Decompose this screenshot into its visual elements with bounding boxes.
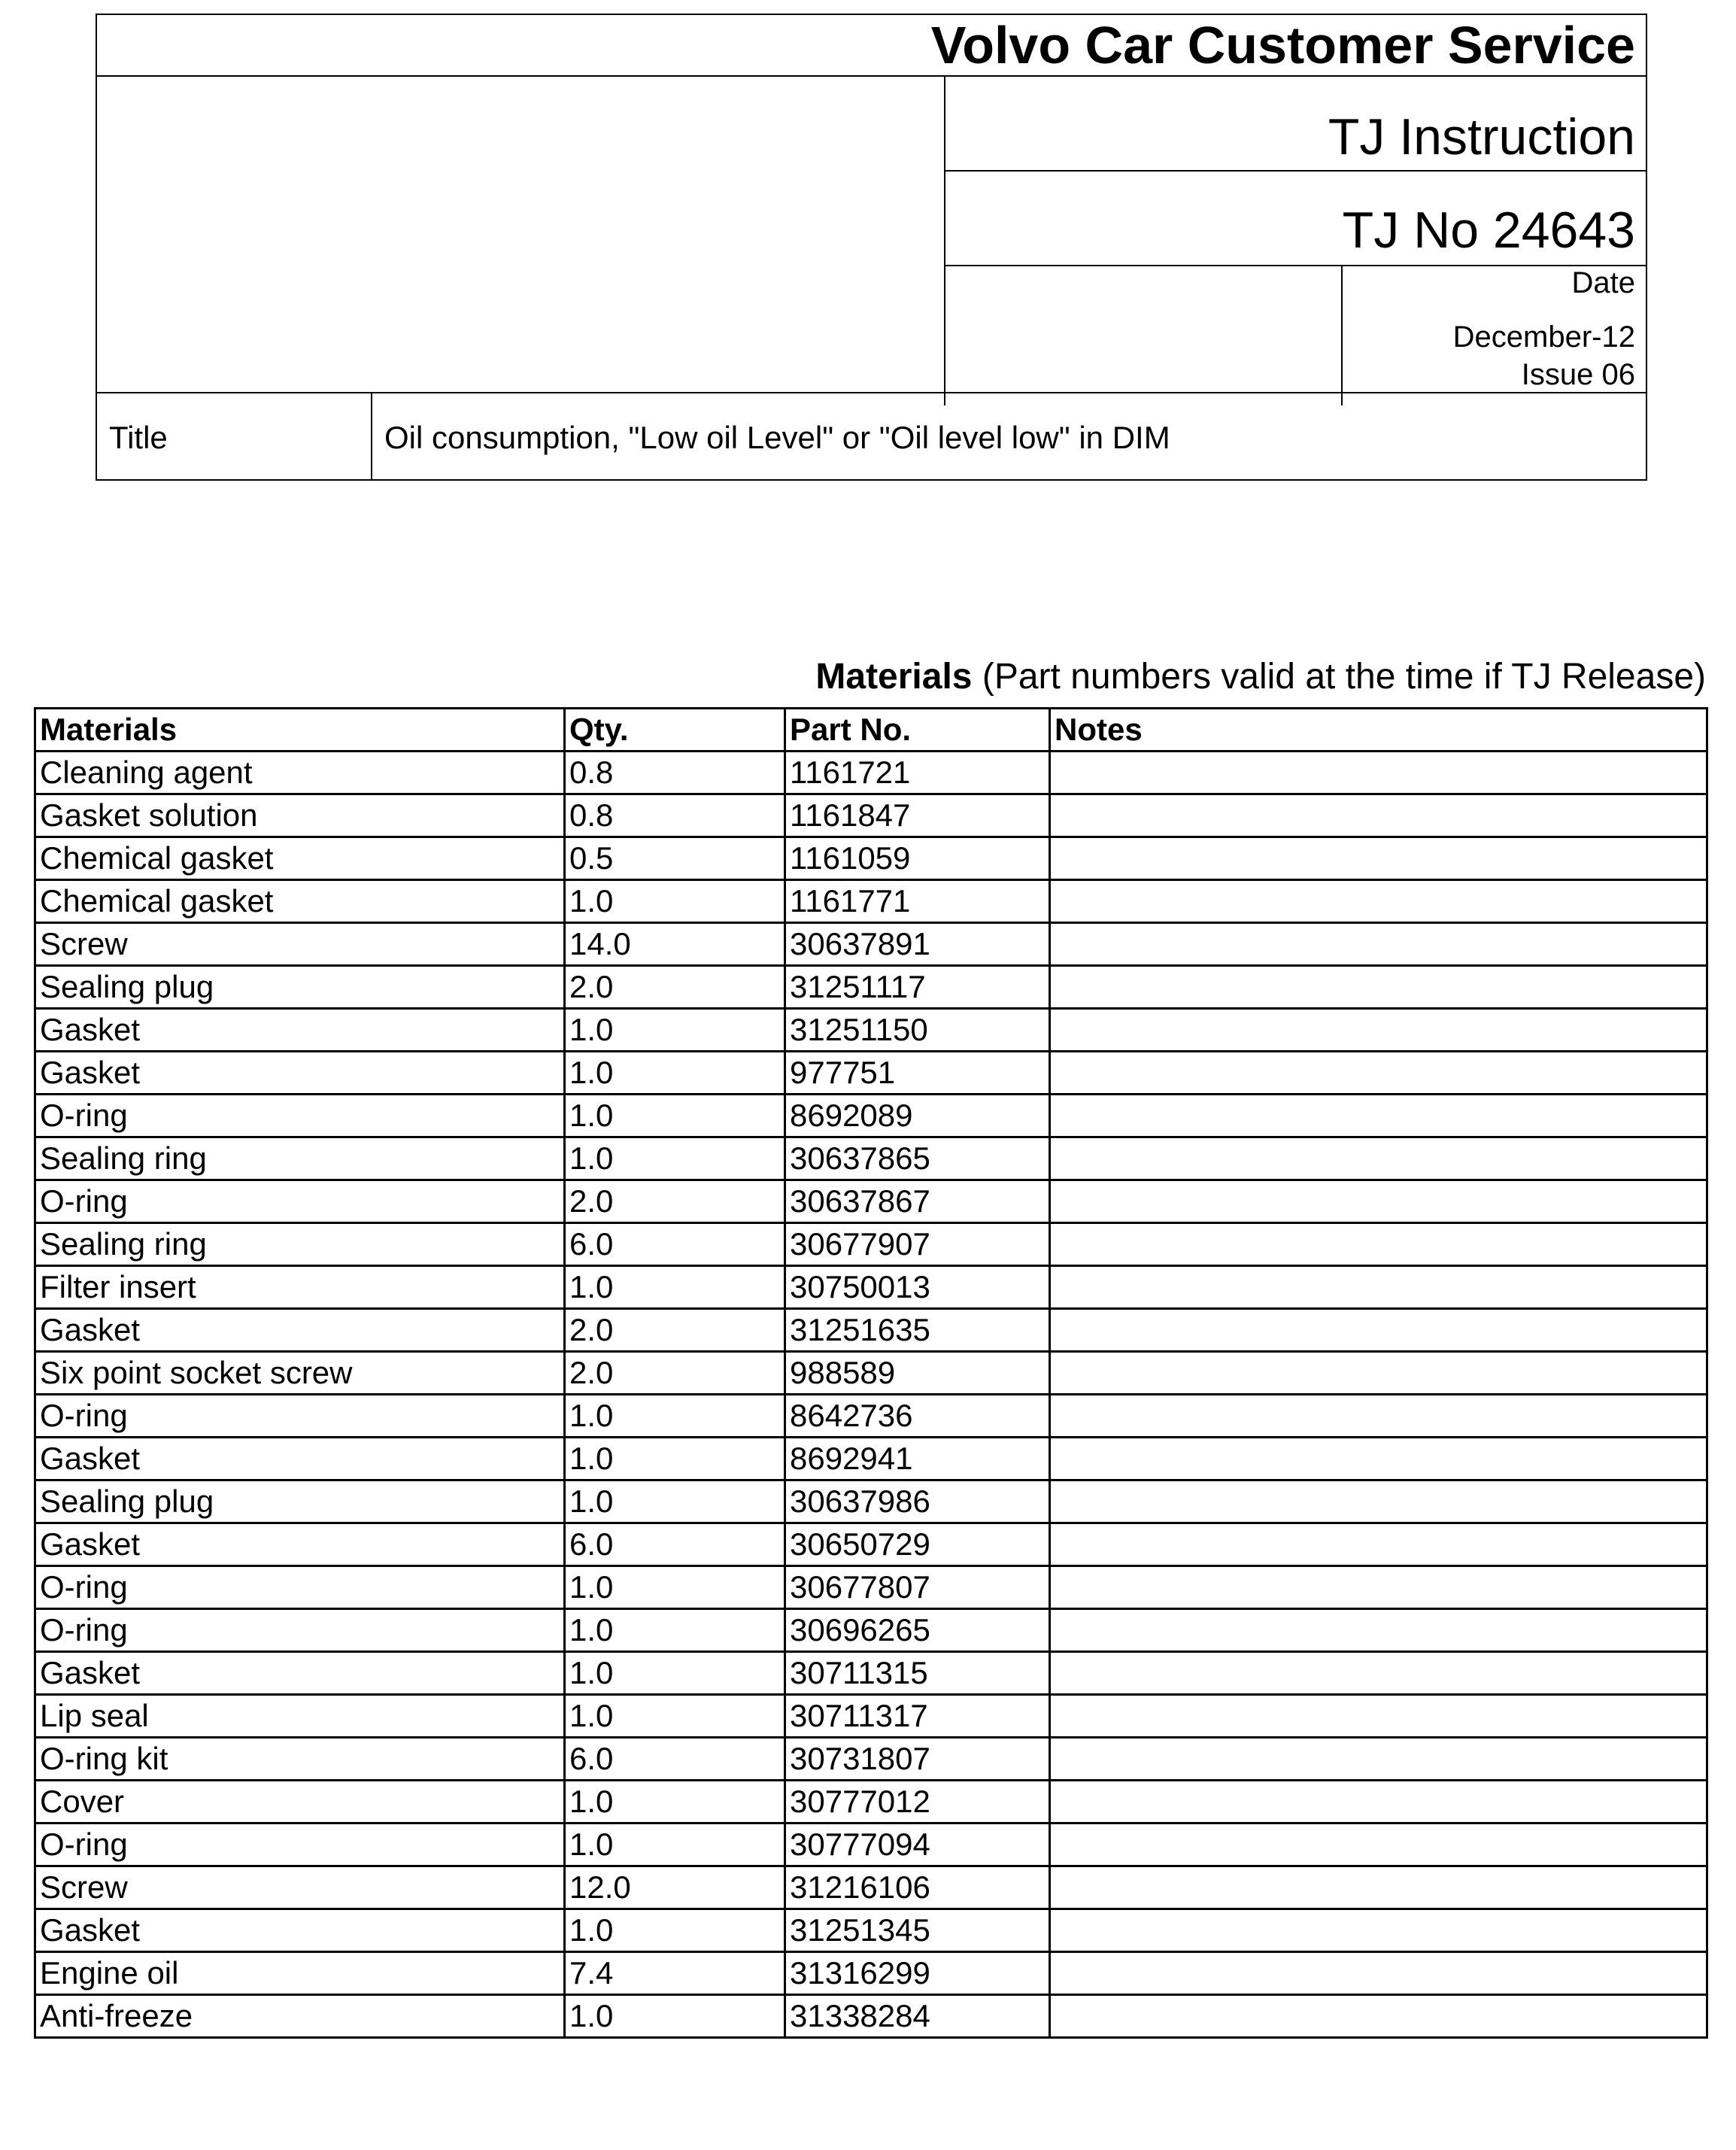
- quantity-cell: 1.0: [565, 1824, 785, 1866]
- table-row: [35, 1180, 1707, 1223]
- material-name-cell: Screw: [35, 1866, 565, 1909]
- table-row: [35, 1052, 1707, 1095]
- table-row: [35, 1009, 1707, 1052]
- table-row: [35, 1738, 1707, 1781]
- quantity-cell: 2.0: [565, 1352, 785, 1395]
- material-name-cell: Gasket: [35, 1009, 565, 1052]
- quantity-cell: 1.0: [565, 1652, 785, 1695]
- material-name-cell: Lip seal: [35, 1695, 565, 1738]
- material-name-cell: Gasket: [35, 1438, 565, 1480]
- notes-cell: [1050, 1995, 1707, 2038]
- material-name-cell: O-ring: [35, 1566, 565, 1609]
- part-number-cell: 30637986: [785, 1480, 1050, 1523]
- quantity-cell: 1.0: [565, 1052, 785, 1095]
- part-number-cell: 31251150: [785, 1009, 1050, 1052]
- notes-cell: [1050, 1223, 1707, 1266]
- table-row: [35, 1824, 1707, 1866]
- header-divider-date: [1341, 265, 1343, 405]
- date-value: December-12: [1452, 320, 1635, 354]
- material-name-cell: Engine oil: [35, 1952, 565, 1995]
- notes-cell: [1050, 1609, 1707, 1652]
- quantity-cell: 1.0: [565, 1909, 785, 1952]
- column-header-qty: Qty.: [565, 709, 785, 752]
- material-name-cell: Gasket: [35, 1523, 565, 1566]
- quantity-cell: 6.0: [565, 1738, 785, 1781]
- title-label: Title: [109, 420, 168, 455]
- part-number-cell: 30637865: [785, 1137, 1050, 1180]
- material-name-cell: Sealing plug: [35, 1480, 565, 1523]
- quantity-cell: 2.0: [565, 1309, 785, 1352]
- quantity-cell: 12.0: [565, 1866, 785, 1909]
- part-number-cell: 30677907: [785, 1223, 1050, 1266]
- material-name-cell: Screw: [35, 923, 565, 966]
- table-row: [35, 1095, 1707, 1137]
- part-number-cell: 30711317: [785, 1695, 1050, 1738]
- notes-cell: [1050, 1866, 1707, 1909]
- table-row: [35, 1480, 1707, 1523]
- table-row: [35, 1266, 1707, 1309]
- material-name-cell: Gasket: [35, 1052, 565, 1095]
- material-name-cell: O-ring: [35, 1095, 565, 1137]
- part-number-cell: 977751: [785, 1052, 1050, 1095]
- notes-cell: [1050, 1781, 1707, 1824]
- table-row: [35, 1781, 1707, 1824]
- material-name-cell: Gasket: [35, 1652, 565, 1695]
- quantity-cell: 7.4: [565, 1952, 785, 1995]
- part-number-cell: 1161059: [785, 837, 1050, 880]
- materials-heading-bold: Materials: [815, 657, 973, 697]
- material-name-cell: O-ring: [35, 1824, 565, 1866]
- notes-cell: [1050, 923, 1707, 966]
- notes-cell: [1050, 1309, 1707, 1352]
- table-row: [35, 880, 1707, 923]
- quantity-cell: 6.0: [565, 1523, 785, 1566]
- quantity-cell: 1.0: [565, 1695, 785, 1738]
- issue-number: Issue 06: [1521, 358, 1635, 391]
- notes-cell: [1050, 1009, 1707, 1052]
- table-row: [35, 1995, 1707, 2038]
- quantity-cell: 14.0: [565, 923, 785, 966]
- part-number-cell: 30650729: [785, 1523, 1050, 1566]
- notes-cell: [1050, 1480, 1707, 1523]
- quantity-cell: 1.0: [565, 1009, 785, 1052]
- header-divider-title-label: [371, 392, 372, 481]
- date-label: Date: [1571, 266, 1635, 299]
- material-name-cell: Gasket solution: [35, 794, 565, 837]
- quantity-cell: 1.0: [565, 1781, 785, 1824]
- notes-cell: [1050, 837, 1707, 880]
- notes-cell: [1050, 1952, 1707, 1995]
- material-name-cell: Cleaning agent: [35, 752, 565, 794]
- quantity-cell: 1.0: [565, 1266, 785, 1309]
- notes-cell: [1050, 1395, 1707, 1438]
- table-header-row: [35, 709, 1707, 752]
- quantity-cell: 1.0: [565, 1395, 785, 1438]
- material-name-cell: Sealing plug: [35, 966, 565, 1009]
- notes-cell: [1050, 752, 1707, 794]
- quantity-cell: 1.0: [565, 1438, 785, 1480]
- notes-cell: [1050, 966, 1707, 1009]
- table-row: [35, 752, 1707, 794]
- materials-table: [34, 707, 1708, 2039]
- quantity-cell: 1.0: [565, 1480, 785, 1523]
- materials-heading-note: (Part numbers valid at the time if TJ Release): [972, 657, 1706, 697]
- table-row: [35, 1395, 1707, 1438]
- document-header: [96, 14, 1647, 481]
- part-number-cell: 30677807: [785, 1566, 1050, 1609]
- header-divider-type: [944, 170, 1646, 172]
- notes-cell: [1050, 1738, 1707, 1781]
- material-name-cell: Gasket: [35, 1309, 565, 1352]
- header-divider-number: [944, 265, 1646, 266]
- materials-heading: [815, 659, 1706, 695]
- part-number-cell: 31251635: [785, 1309, 1050, 1352]
- part-number-cell: 30731807: [785, 1738, 1050, 1781]
- table-row: [35, 1352, 1707, 1395]
- table-row: [35, 1695, 1707, 1738]
- part-number-cell: 30777094: [785, 1824, 1050, 1866]
- part-number-cell: 31216106: [785, 1866, 1050, 1909]
- material-name-cell: O-ring: [35, 1609, 565, 1652]
- quantity-cell: 1.0: [565, 1995, 785, 2038]
- material-name-cell: Filter insert: [35, 1266, 565, 1309]
- notes-cell: [1050, 794, 1707, 837]
- part-number-cell: 1161721: [785, 752, 1050, 794]
- part-number-cell: 30696265: [785, 1609, 1050, 1652]
- part-number-cell: 8692941: [785, 1438, 1050, 1480]
- document-number: TJ No 24643: [1342, 202, 1635, 259]
- table-row: [35, 1909, 1707, 1952]
- part-number-cell: 8692089: [785, 1095, 1050, 1137]
- quantity-cell: 1.0: [565, 1137, 785, 1180]
- part-number-cell: 8642736: [785, 1395, 1050, 1438]
- notes-cell: [1050, 1352, 1707, 1395]
- document-type: TJ Instruction: [1328, 108, 1635, 166]
- quantity-cell: 0.8: [565, 752, 785, 794]
- notes-cell: [1050, 1266, 1707, 1309]
- notes-cell: [1050, 1652, 1707, 1695]
- quantity-cell: 0.8: [565, 794, 785, 837]
- notes-cell: [1050, 1095, 1707, 1137]
- material-name-cell: O-ring: [35, 1180, 565, 1223]
- part-number-cell: 30637891: [785, 923, 1050, 966]
- table-row: [35, 1952, 1707, 1995]
- table-row: [35, 1609, 1707, 1652]
- notes-cell: [1050, 1523, 1707, 1566]
- part-number-cell: 31316299: [785, 1952, 1050, 1995]
- part-number-cell: 31338284: [785, 1995, 1050, 2038]
- header-divider-title: [97, 392, 1646, 393]
- part-number-cell: 1161847: [785, 794, 1050, 837]
- notes-cell: [1050, 1438, 1707, 1480]
- column-header-notes: Notes: [1050, 709, 1707, 752]
- part-number-cell: 31251345: [785, 1909, 1050, 1952]
- notes-cell: [1050, 1052, 1707, 1095]
- notes-cell: [1050, 1695, 1707, 1738]
- material-name-cell: Chemical gasket: [35, 837, 565, 880]
- materials-table-body: [35, 752, 1707, 2038]
- material-name-cell: O-ring: [35, 1395, 565, 1438]
- notes-cell: [1050, 1180, 1707, 1223]
- column-header-part-no: Part No.: [785, 709, 1050, 752]
- part-number-cell: 30777012: [785, 1781, 1050, 1824]
- table-row: [35, 794, 1707, 837]
- quantity-cell: 0.5: [565, 837, 785, 880]
- table-row: [35, 1309, 1707, 1352]
- quantity-cell: 1.0: [565, 880, 785, 923]
- table-row: [35, 1523, 1707, 1566]
- table-row: [35, 1137, 1707, 1180]
- header-divider-vertical-main: [944, 75, 945, 405]
- material-name-cell: Chemical gasket: [35, 880, 565, 923]
- notes-cell: [1050, 1909, 1707, 1952]
- part-number-cell: 30711315: [785, 1652, 1050, 1695]
- part-number-cell: 31251117: [785, 966, 1050, 1009]
- column-header-materials: Materials: [35, 709, 565, 752]
- table-row: [35, 1566, 1707, 1609]
- table-row: [35, 923, 1707, 966]
- material-name-cell: Anti-freeze: [35, 1995, 565, 2038]
- quantity-cell: 1.0: [565, 1095, 785, 1137]
- material-name-cell: Cover: [35, 1781, 565, 1824]
- table-row: [35, 966, 1707, 1009]
- table-row: [35, 1652, 1707, 1695]
- notes-cell: [1050, 1137, 1707, 1180]
- material-name-cell: Sealing ring: [35, 1137, 565, 1180]
- quantity-cell: 1.0: [565, 1609, 785, 1652]
- quantity-cell: 6.0: [565, 1223, 785, 1266]
- table-row: [35, 1223, 1707, 1266]
- quantity-cell: 2.0: [565, 966, 785, 1009]
- company-name: Volvo Car Customer Service: [930, 16, 1635, 74]
- quantity-cell: 2.0: [565, 1180, 785, 1223]
- notes-cell: [1050, 1824, 1707, 1866]
- table-row: [35, 1866, 1707, 1909]
- notes-cell: [1050, 1566, 1707, 1609]
- material-name-cell: Six point socket screw: [35, 1352, 565, 1395]
- part-number-cell: 1161771: [785, 880, 1050, 923]
- material-name-cell: O-ring kit: [35, 1738, 565, 1781]
- material-name-cell: Sealing ring: [35, 1223, 565, 1266]
- title-value: Oil consumption, "Low oil Level" or "Oil level low" in DIM: [384, 420, 1170, 455]
- quantity-cell: 1.0: [565, 1566, 785, 1609]
- notes-cell: [1050, 880, 1707, 923]
- part-number-cell: 988589: [785, 1352, 1050, 1395]
- part-number-cell: 30750013: [785, 1266, 1050, 1309]
- part-number-cell: 30637867: [785, 1180, 1050, 1223]
- table-row: [35, 837, 1707, 880]
- material-name-cell: Gasket: [35, 1909, 565, 1952]
- table-row: [35, 1438, 1707, 1480]
- header-divider-company: [97, 75, 1646, 77]
